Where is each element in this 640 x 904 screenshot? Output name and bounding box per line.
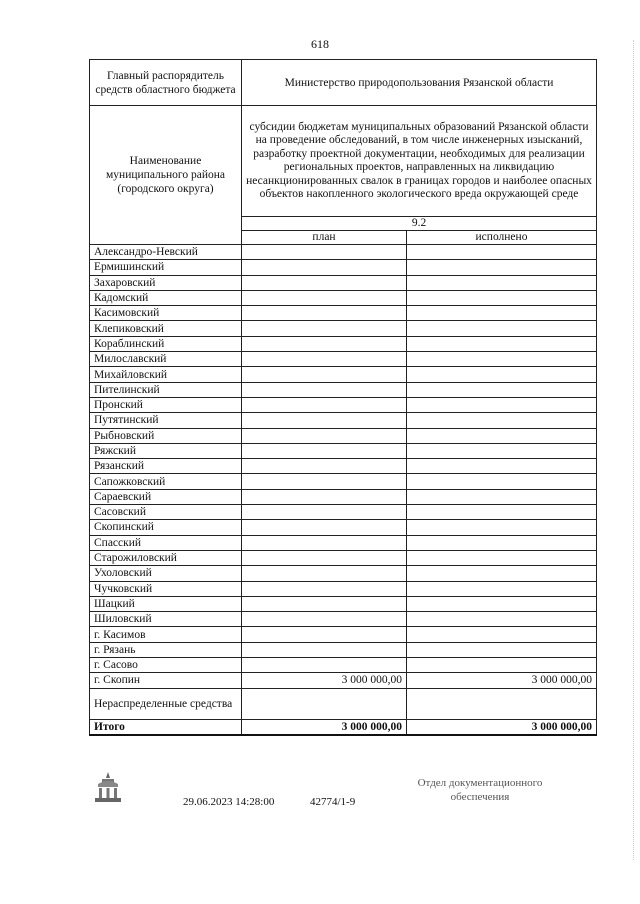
row-name: Ухоловский — [90, 566, 242, 581]
row-name: Чучковский — [90, 581, 242, 596]
total-plan: 3 000 000,00 — [242, 719, 407, 735]
budget-table — [89, 59, 597, 736]
table-row — [90, 581, 597, 596]
row-name: Сараевский — [90, 489, 242, 504]
row-name: г. Рязань — [90, 642, 242, 657]
table-row — [90, 596, 597, 611]
row-plan — [242, 627, 407, 642]
row-plan — [242, 642, 407, 657]
table-row — [90, 397, 597, 412]
row-name: Старожиловский — [90, 550, 242, 565]
row-plan: 3 000 000,00 — [242, 673, 407, 688]
row-plan — [242, 535, 407, 550]
row-done — [407, 367, 597, 382]
stamp-line-2: обеспечения — [450, 791, 510, 803]
purpose-text: субсидии бюджетам муниципальных образований Рязанской области на проведение обследований, в том числе инженерных изысканий, разработку проектной документации, необходимых для реализации региональных проектов, направленных на ликвидацию несанкционированных свалок в границах городов и наиболее опасных объектов накопленного экологического вреда окружающей среде — [242, 106, 597, 217]
row-done — [407, 642, 597, 657]
row-done — [407, 658, 597, 673]
table-row — [90, 642, 597, 657]
row-name: Рыбновский — [90, 428, 242, 443]
row-name: Милославский — [90, 352, 242, 367]
row-done — [407, 505, 597, 520]
row-name: г. Касимов — [90, 627, 242, 642]
row-done: 3 000 000,00 — [407, 673, 597, 688]
row-plan — [242, 336, 407, 351]
row-plan — [242, 596, 407, 611]
table-row — [90, 474, 597, 489]
table-row — [90, 382, 597, 397]
row-plan — [242, 581, 407, 596]
purpose-code: 9.2 — [242, 217, 597, 231]
table-row — [90, 367, 597, 382]
emblem-logo — [90, 770, 126, 804]
footer-stamp — [400, 776, 560, 804]
row-plan — [242, 367, 407, 382]
table-row — [90, 443, 597, 458]
row-done — [407, 550, 597, 565]
row-plan — [242, 443, 407, 458]
row-done — [407, 397, 597, 412]
footer-doc-number: 42774/1-9 — [310, 796, 356, 808]
table-row — [90, 550, 597, 565]
row-name: Ермишинский — [90, 260, 242, 275]
row-plan — [242, 275, 407, 290]
row-plan — [242, 612, 407, 627]
row-name: Александро-Невский — [90, 245, 242, 260]
table-row — [90, 459, 597, 474]
row-plan — [242, 382, 407, 397]
row-plan — [242, 520, 407, 535]
row-plan — [242, 688, 407, 719]
distributor-row — [90, 60, 597, 106]
row-name: Шацкий — [90, 596, 242, 611]
row-done — [407, 260, 597, 275]
row-done — [407, 352, 597, 367]
row-done — [407, 413, 597, 428]
row-name: Клепиковский — [90, 321, 242, 336]
stamp-line-1: Отдел документационного — [417, 777, 543, 789]
row-done — [407, 520, 597, 535]
row-done — [407, 290, 597, 305]
purpose-row — [90, 106, 597, 217]
row-name: г. Скопин — [90, 673, 242, 688]
table-row — [90, 336, 597, 351]
row-plan — [242, 290, 407, 305]
row-plan — [242, 321, 407, 336]
row-plan — [242, 245, 407, 260]
row-plan — [242, 505, 407, 520]
row-plan — [242, 260, 407, 275]
total-done: 3 000 000,00 — [407, 719, 597, 735]
row-plan — [242, 413, 407, 428]
row-name: Спасский — [90, 535, 242, 550]
row-done — [407, 612, 597, 627]
table-row — [90, 321, 597, 336]
row-plan — [242, 306, 407, 321]
row-done — [407, 581, 597, 596]
row-name: Захаровский — [90, 275, 242, 290]
table-row — [90, 535, 597, 550]
area-label: Наименование муниципального района (городского округа) — [90, 106, 242, 245]
row-name: Путятинский — [90, 413, 242, 428]
row-done — [407, 489, 597, 504]
row-plan — [242, 489, 407, 504]
row-plan — [242, 459, 407, 474]
page-number: 618 — [311, 37, 329, 51]
row-done — [407, 688, 597, 719]
row-done — [407, 627, 597, 642]
row-done — [407, 535, 597, 550]
row-done — [407, 596, 597, 611]
row-done — [407, 321, 597, 336]
table-row — [90, 566, 597, 581]
row-name: Сапожковский — [90, 474, 242, 489]
table-row — [90, 688, 597, 719]
table-row — [90, 658, 597, 673]
row-name: Скопинский — [90, 520, 242, 535]
row-plan — [242, 474, 407, 489]
row-plan — [242, 566, 407, 581]
row-done — [407, 275, 597, 290]
table-row — [90, 612, 597, 627]
row-name: Рязанский — [90, 459, 242, 474]
row-done — [407, 443, 597, 458]
table-row — [90, 245, 597, 260]
scan-edge — [630, 40, 634, 860]
distributor-label: Главный распорядитель средств областного бюджета — [90, 60, 242, 106]
table-row — [90, 306, 597, 321]
row-name: Ряжский — [90, 443, 242, 458]
row-name: Касимовский — [90, 306, 242, 321]
total-label: Итого — [90, 719, 242, 735]
table-row — [90, 505, 597, 520]
table-row — [90, 627, 597, 642]
row-name: Кадомский — [90, 290, 242, 305]
row-plan — [242, 658, 407, 673]
row-name: Шиловский — [90, 612, 242, 627]
table-row — [90, 260, 597, 275]
row-name: Пителинский — [90, 382, 242, 397]
table-row — [90, 275, 597, 290]
row-done — [407, 382, 597, 397]
row-done — [407, 566, 597, 581]
table-row — [90, 673, 597, 688]
table-row — [90, 489, 597, 504]
table-row — [90, 413, 597, 428]
row-done — [407, 428, 597, 443]
row-name: Сасовский — [90, 505, 242, 520]
row-plan — [242, 397, 407, 412]
row-done — [407, 245, 597, 260]
col-done-header: исполнено — [407, 231, 597, 245]
row-plan — [242, 550, 407, 565]
footer-datetime: 29.06.2023 14:28:00 — [183, 796, 275, 808]
distributor-value: Министерство природопользования Рязанской области — [242, 60, 597, 106]
row-done — [407, 459, 597, 474]
row-plan — [242, 428, 407, 443]
row-name: Пронский — [90, 397, 242, 412]
row-plan — [242, 352, 407, 367]
table-row — [90, 352, 597, 367]
row-done — [407, 306, 597, 321]
table-row — [90, 520, 597, 535]
row-name: г. Сасово — [90, 658, 242, 673]
total-row — [90, 719, 597, 735]
row-done — [407, 336, 597, 351]
table-row — [90, 290, 597, 305]
row-name: Михайловский — [90, 367, 242, 382]
row-name: Кораблинский — [90, 336, 242, 351]
table-row — [90, 428, 597, 443]
col-plan-header: план — [242, 231, 407, 245]
row-name: Нераспределенные средства — [90, 688, 242, 719]
row-done — [407, 474, 597, 489]
